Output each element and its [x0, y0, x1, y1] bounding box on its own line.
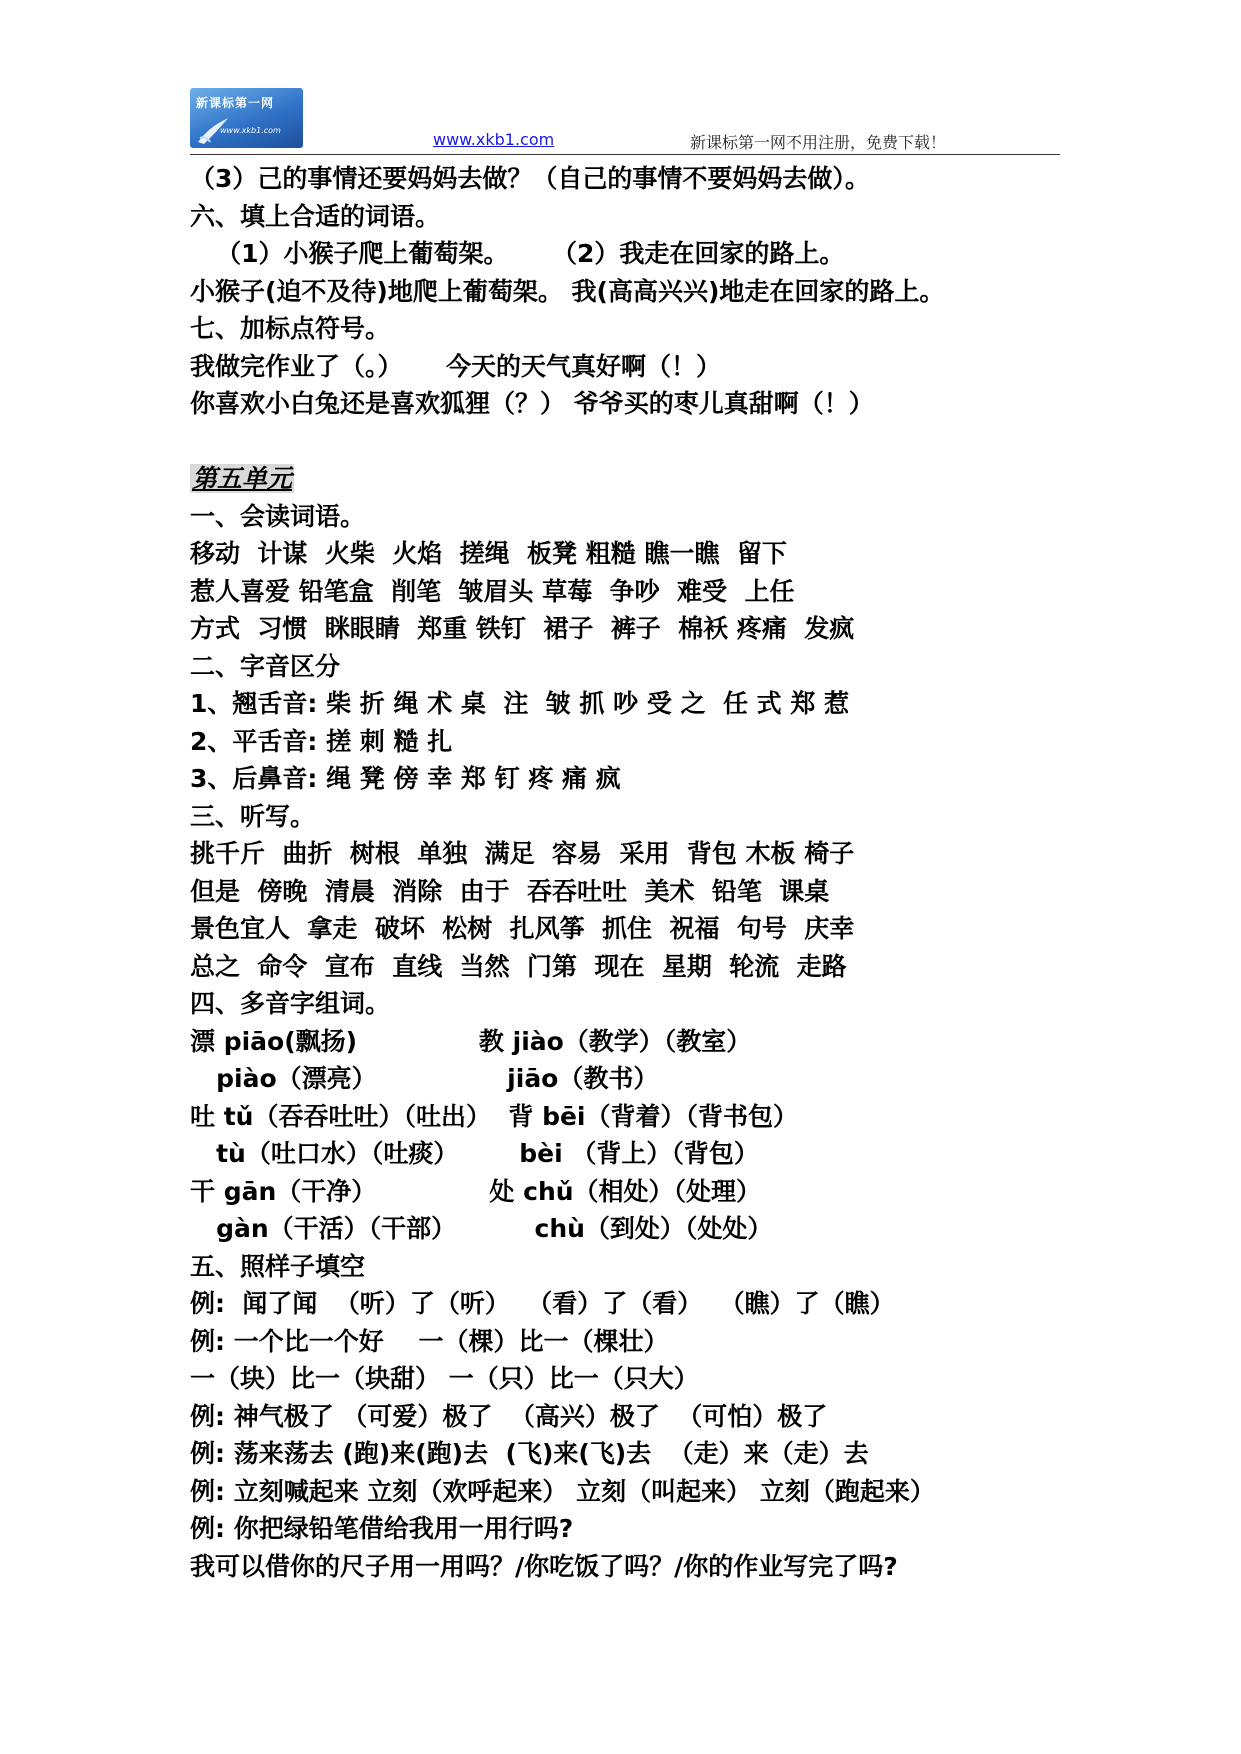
text-line: （1）小猴子爬上葡萄架。 （2）我走在回家的路上。: [190, 239, 845, 268]
text-line: 一（块）比一（块甜） 一（只）比一（只大）: [190, 1364, 699, 1393]
text-line: （3）己的事情还要妈妈去做？（自己的事情不要妈妈去做）。: [190, 164, 870, 193]
text-line: 我可以借你的尺子用一用吗？/你吃饭了吗？/你的作业写完了吗?: [190, 1551, 898, 1581]
text-line: 例: 闻了闻 （听）了（听） （看）了（看） （瞧）了（瞧）: [190, 1289, 895, 1318]
site-logo: [190, 88, 303, 148]
text-line: 漂 piāo(飘扬) 教 jiào（教学）（教室）: [190, 1026, 752, 1056]
text-line: 2、平舌音: 搓 刺 糙 扎: [190, 726, 453, 756]
text-line: 1、翘舌音: 柴 折 绳 术 桌 注 皱 抓 吵 受 之 任 式 郑 惹: [190, 689, 850, 718]
text-line: 吐 tǔ（吞吞吐吐）（吐出） 背 bēi（背着）（背书包）: [190, 1101, 798, 1131]
text-line: 惹人喜爱 铅笔盒 削笔 皱眉头 草莓 争吵 难受 上任: [190, 576, 795, 606]
blank-line: [190, 423, 1070, 461]
unit-title: 第五单元: [192, 464, 293, 493]
text-line: gàn（干活）（干部） chù（到处）（处处）: [190, 1214, 773, 1243]
text-line: 移动 计谋 火柴 火焰 搓绳 板凳 粗糙 瞧一瞧 留下: [190, 539, 787, 568]
text-line: piào（漂亮） jiāo（教书）: [190, 1064, 659, 1093]
header-url-link[interactable]: www.xkb1.com: [433, 130, 555, 149]
page-header: [190, 88, 1060, 156]
section-heading: 七、加标点符号。: [190, 314, 391, 343]
section-heading: 五、照样子填空: [190, 1251, 366, 1281]
text-line: 例: 一个比一个好 一（棵）比一（棵壮）: [190, 1326, 669, 1356]
text-line: 3、后鼻音: 绳 凳 傍 幸 郑 钉 疼 痛 疯: [190, 764, 621, 793]
section-heading: 二、字音区分: [190, 651, 341, 681]
text-line: 你喜欢小白兔还是喜欢狐狸（？） 爷爷买的枣儿真甜啊（！）: [190, 389, 874, 418]
section-heading: 三、听写。: [190, 801, 316, 831]
header-slogan: 新课标第一网不用注册，免费下载！: [690, 133, 947, 152]
text-line: 例: 立刻喊起来 立刻（欢呼起来） 立刻（叫起来） 立刻（跑起来）: [190, 1476, 935, 1506]
text-line: 我做完作业了（。） 今天的天气真好啊（！）: [190, 351, 722, 381]
logo-title: 新课标第一网: [196, 96, 275, 110]
header-divider: [190, 154, 1060, 155]
logo-url: www.xkb1.com: [220, 126, 281, 135]
text-line: 例: 神气极了 （可爱）极了 （高兴）极了 （可怕）极了: [190, 1401, 828, 1431]
document-body: [190, 160, 1070, 1585]
section-heading: 一、会读词语。: [190, 501, 366, 531]
text-line: 小猴子(迫不及待)地爬上葡萄架。 我(高高兴兴)地走在回家的路上。: [190, 276, 945, 306]
text-line: 总之 命令 宣布 直线 当然 门第 现在 星期 轮流 走路: [190, 951, 847, 981]
text-line: 例: 你把绿铅笔借给我用一用行吗?: [190, 1514, 574, 1543]
text-line: 但是 傍晚 清晨 消除 由于 吞吞吐吐 美术 铅笔 课桌: [190, 876, 830, 906]
text-line: 干 gān（干净） 处 chǔ（相处）（处理）: [190, 1176, 762, 1206]
text-line: 方式 习惯 眯眼睛 郑重 铁钉 裙子 裤子 棉袄 疼痛 发疯: [190, 614, 855, 643]
text-line: 景色宜人 拿走 破坏 松树 扎风筝 抓住 祝福 句号 庆幸: [190, 914, 855, 943]
section-heading: 六、填上合适的词语。: [190, 201, 441, 231]
text-line: 例: 荡来荡去 (跑)来(跑)去 (飞)来(飞)去 （走）来（走）去: [190, 1439, 869, 1468]
text-line: 挑千斤 曲折 树根 单独 满足 容易 采用 背包 木板 椅子: [190, 839, 855, 868]
section-heading: 四、多音字组词。: [190, 989, 391, 1018]
unit-title-line: [190, 460, 1070, 498]
text-line: tù（吐口水）（吐痰） bèi （背上）（背包）: [190, 1139, 759, 1168]
